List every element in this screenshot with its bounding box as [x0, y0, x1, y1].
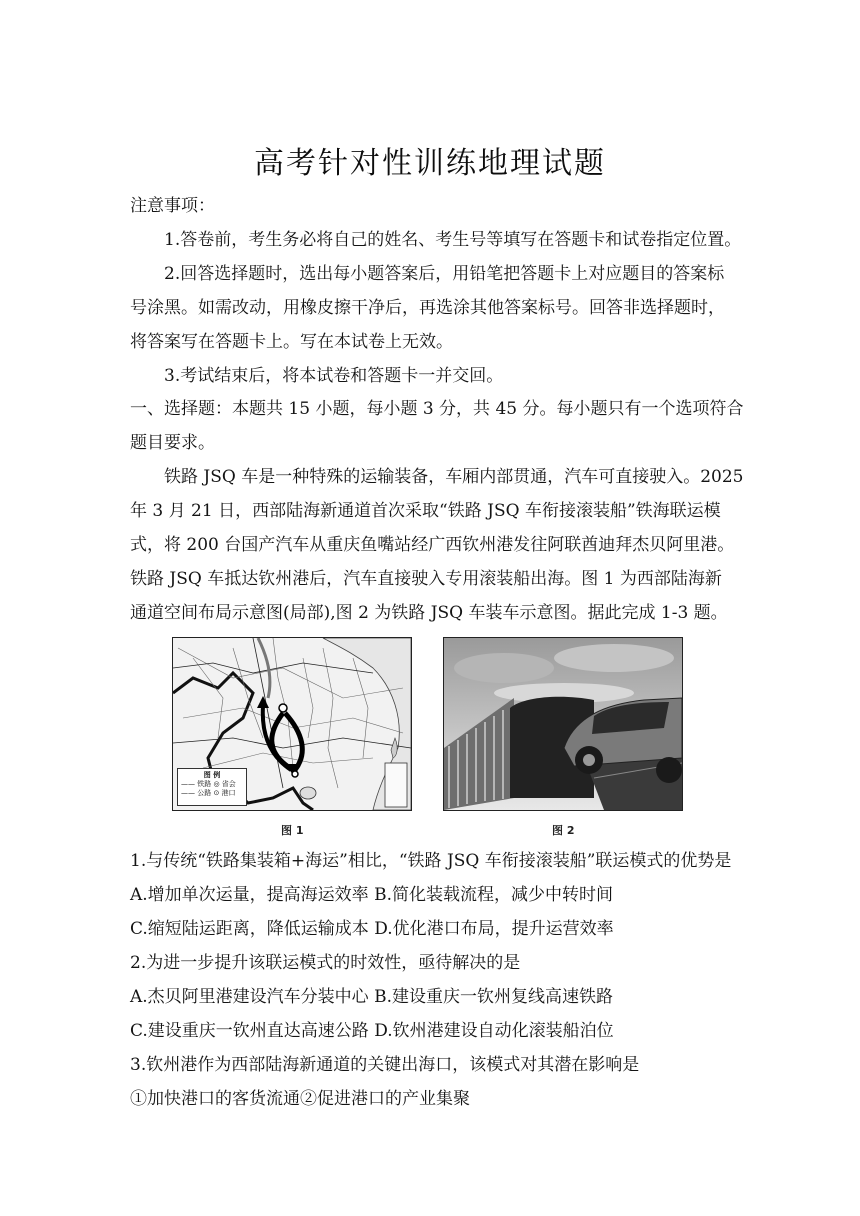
- legend-title: 图 例: [203, 771, 221, 779]
- legend-row-road: —— 公路 ⊙ 港口: [181, 789, 236, 797]
- passage-line: 式，将 200 台国产汽车从重庆鱼嘴站经广西钦州港发往阿联酋迪拜杰贝阿里港。: [130, 535, 735, 555]
- jsq-loading-photo: [444, 638, 682, 810]
- passage-line: 年 3 月 21 日，西部陆海新通道首次采取“铁路 JSQ 车衔接滚装船”铁海联运模: [130, 501, 721, 521]
- question-1-options-cd: C.缩短陆运距离，降低运输成本 D.优化港口布局，提升运营效率: [130, 919, 614, 939]
- question-2-options-ab: A.杰贝阿里港建设汽车分装中心 B.建设重庆一钦州复线高速铁路: [130, 987, 613, 1007]
- section-heading: 一、选择题：本题共 15 小题，每小题 3 分，共 45 分。每小题只有一个选项符合: [130, 399, 744, 419]
- notice-line: 1.答卷前，考生务必将自己的姓名、考生号等填写在答题卡和试卷指定位置。: [164, 230, 742, 250]
- figure-2-caption: 图 2: [552, 824, 575, 837]
- passage-line: 铁路 JSQ 车抵达钦州港后，汽车直接驶入专用滚装船出海。图 1 为西部陆海新: [130, 569, 722, 589]
- question-3-statements: ①加快港口的客货流通②促进港口的产业集聚: [130, 1089, 470, 1109]
- map-legend: [177, 768, 247, 806]
- section-heading: 题目要求。: [130, 433, 215, 453]
- question-2-options-cd: C.建设重庆一钦州直达高速公路 D.钦州港建设自动化滚装船泊位: [130, 1021, 614, 1041]
- notice-line: 号涂黑。如需改动，用橡皮擦干净后，再选涂其他答案标号。回答非选择题时，: [130, 298, 725, 318]
- notice-heading: 注意事项：: [130, 196, 215, 216]
- page-title: 高考针对性训练地理试题: [254, 146, 606, 181]
- passage-line: 通道空间布局示意图(局部),图 2 为铁路 JSQ 车装车示意图。据此完成 1-3 题。: [130, 603, 728, 623]
- question-1: 1.与传统“铁路集装箱+海运”相比，“铁路 JSQ 车衔接滚装船”联运模式的优势是: [130, 851, 732, 871]
- notice-line: 2.回答选择题时，选出每小题答案后，用铅笔把答题卡上对应题目的答案标: [164, 264, 725, 284]
- notice-line: 将答案写在答题卡上。写在本试卷上无效。: [130, 332, 453, 352]
- figure-1-caption: 图 1: [281, 824, 304, 837]
- question-1-options-ab: A.增加单次运量，提高海运效率 B.简化装载流程，减少中转时间: [130, 885, 613, 905]
- notice-line: 3.考试结束后，将本试卷和答题卡一并交回。: [164, 366, 504, 386]
- passage-line: 铁路 JSQ 车是一种特殊的运输装备，车厢内部贯通，汽车可直接驶入。2025: [164, 467, 744, 487]
- question-3: 3.钦州港作为西部陆海新通道的关键出海口，该模式对其潜在影响是: [130, 1055, 640, 1075]
- question-2: 2.为进一步提升该联运模式的时效性，亟待解决的是: [130, 953, 521, 973]
- figure-1-map: [172, 637, 412, 811]
- figure-2-photo: [443, 637, 683, 811]
- legend-row-railway: —— 铁路 ◎ 省会: [181, 780, 236, 788]
